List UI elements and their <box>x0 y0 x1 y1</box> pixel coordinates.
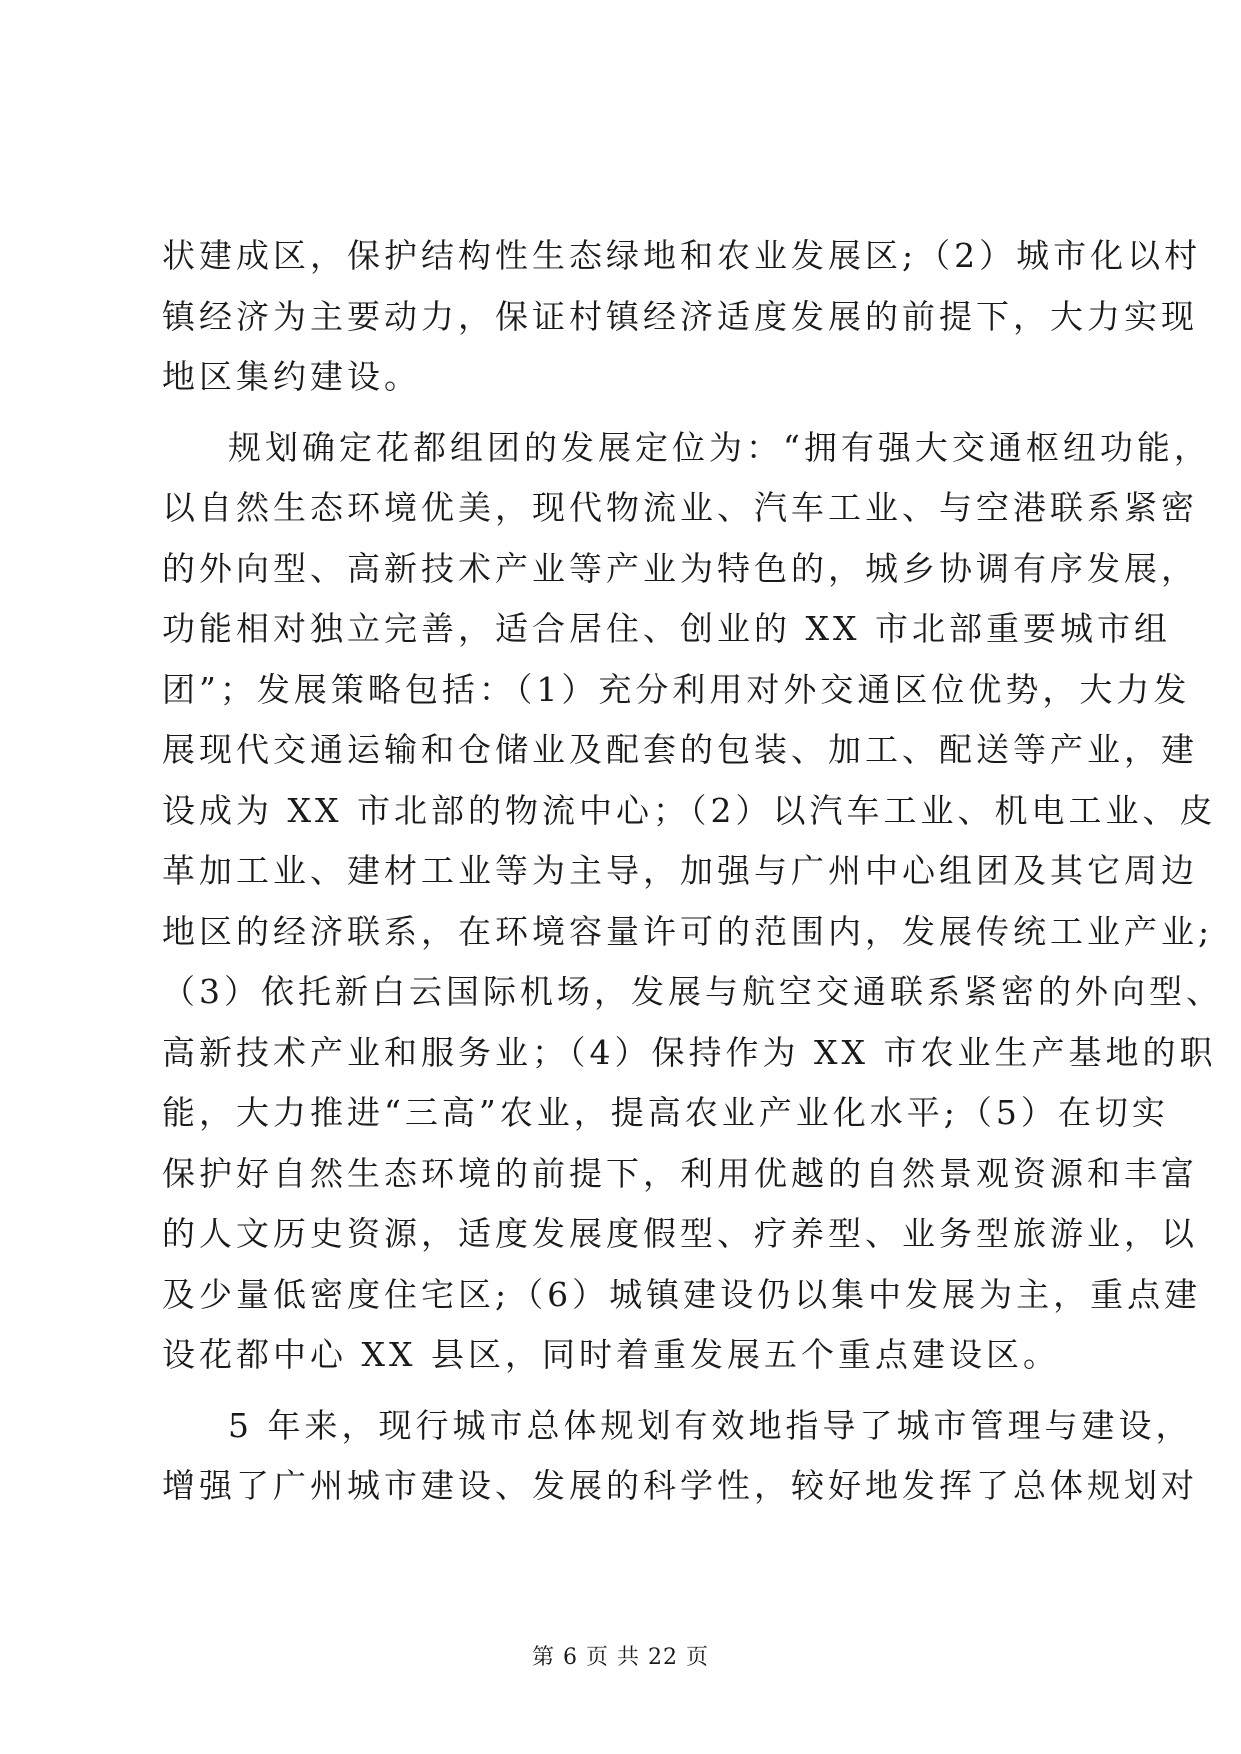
text-line: 设成为 XX 市北部的物流中心；（2）以汽车工业、机电工业、皮 <box>162 790 1217 830</box>
page-number-footer: 第 6 页 共 22 页 <box>532 1645 709 1670</box>
text-line: 的人文历史资源，适度发展度假型、疗养型、业务型旅游业，以 <box>162 1214 1198 1253</box>
paragraph-1 <box>162 226 1202 408</box>
text-line: 能，大力推进“三高”农业，提高农业产业化水平;（5）在切实 <box>162 1093 1169 1132</box>
text-line: 地区集约建设。 <box>162 357 421 396</box>
text-line: 状建成区，保护结构性生态绿地和农业发展区;（2）城市化以村 <box>162 236 1202 275</box>
text-line: 地区的经济联系，在环境容量许可的范围内，发展传统工业产业; <box>162 911 1214 951</box>
text-line: 高新技术产业和服务业；（4）保持作为 XX 市农业生产基地的职 <box>162 1032 1217 1072</box>
text-line: （3）依托新白云国际机场，发展与航空交通联系紧密的外向型、 <box>162 972 1223 1011</box>
document-body <box>162 226 1223 1517</box>
text-line: 展现代交通运输和仓储业及配套的包装、加工、配送等产业，建 <box>162 730 1198 769</box>
text-line: 革加工业、建材工业等为主导，加强与广州中心组团及其它周边 <box>162 851 1198 890</box>
text-line: 设花都中心 XX 县区，同时着重发展五个重点建设区。 <box>162 1335 1060 1374</box>
text-line: 功能相对独立完善，适合居住、创业的 XX 市北部重要城市组 <box>162 609 1171 648</box>
text-line: 团”；发展策略包括：（1）充分利用对外交通区位优势，大力发 <box>162 669 1191 709</box>
paragraph-3 <box>162 1396 1198 1517</box>
text-line: 5 年来，现行城市总体规划有效地指导了城市管理与建设， <box>228 1405 1193 1445</box>
text-line: 增强了广州城市建设、发展的科学性，较好地发挥了总体规划对 <box>162 1466 1198 1505</box>
text-line: 保护好自然生态环境的前提下，利用优越的自然景观资源和丰富 <box>162 1153 1198 1193</box>
paragraph-2 <box>162 418 1223 1386</box>
text-line: 的外向型、高新技术产业等产业为特色的，城乡协调有序发展， <box>162 548 1198 588</box>
text-line: 规划确定花都组团的发展定位为：“拥有强大交通枢纽功能， <box>228 427 1211 467</box>
text-line: 镇经济为主要动力，保证村镇经济适度发展的前提下，大力实现 <box>162 296 1198 336</box>
text-line: 以自然生态环境优美，现代物流业、汽车工业、与空港联系紧密 <box>162 488 1198 527</box>
text-line: 及少量低密度住宅区;（6）城镇建设仍以集中发展为主，重点建 <box>162 1274 1202 1314</box>
